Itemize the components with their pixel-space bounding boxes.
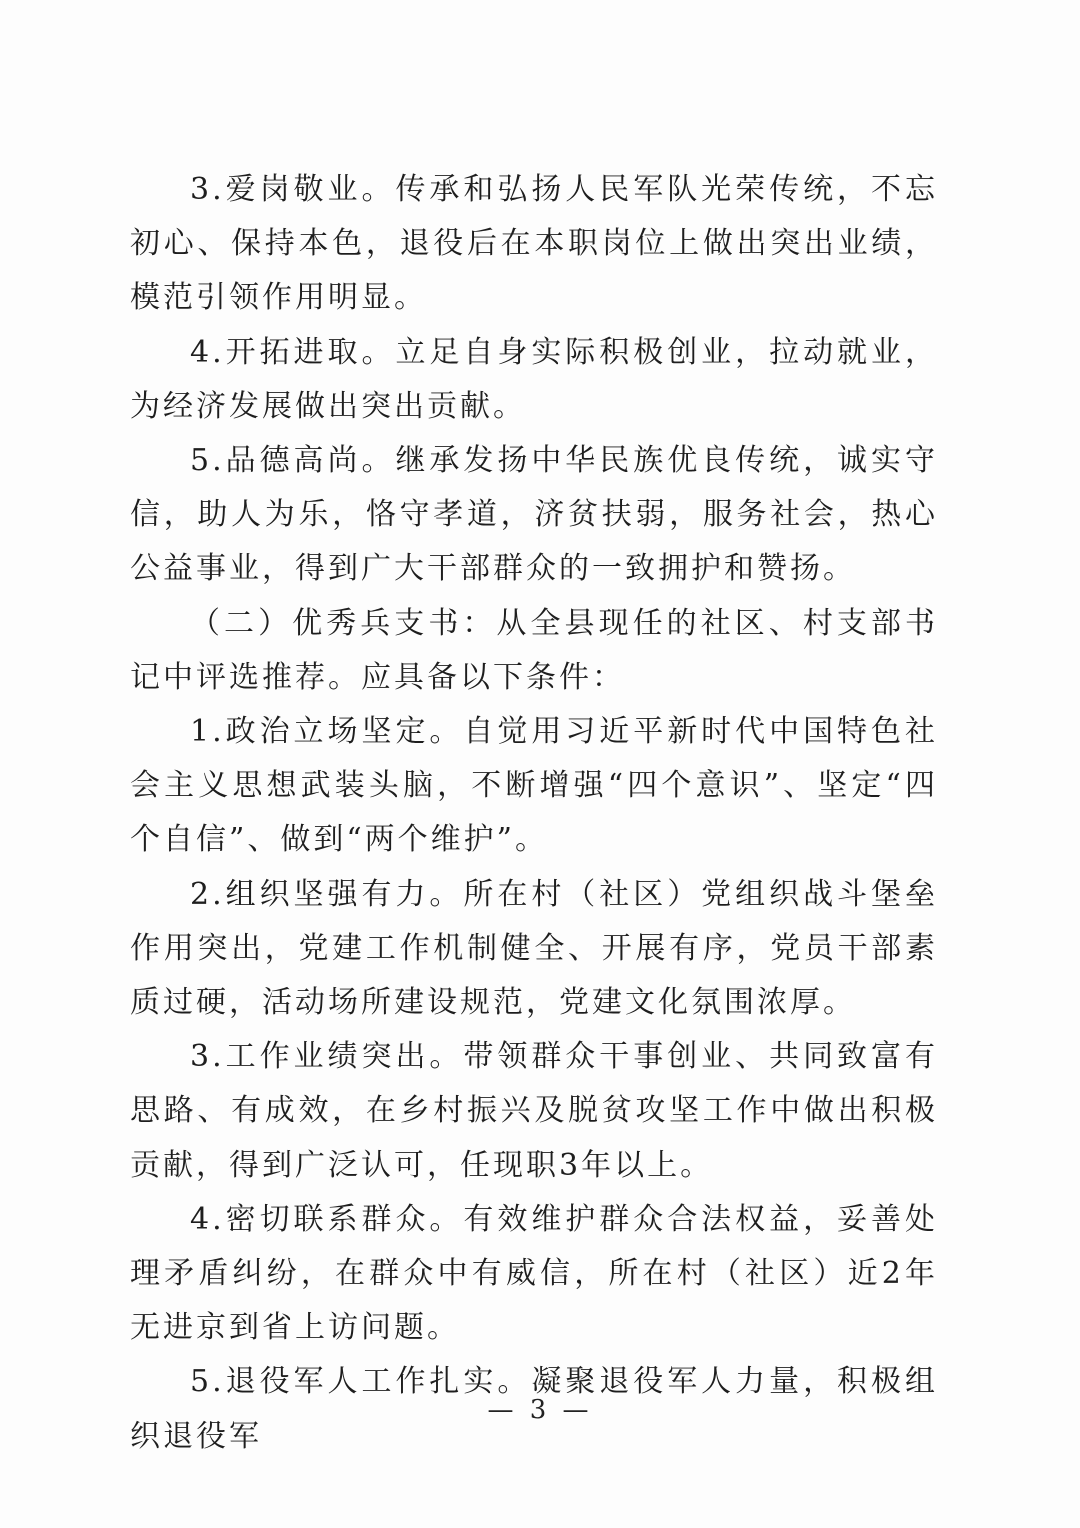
paragraph-gongzuo-yeji: 3.工作业绩突出。带领群众干事创业、共同致富有思路、有成效，在乡村振兴及脱贫攻坚工作中做出积极贡献，得到广泛认可，任现职3年以上。 [130, 1039, 938, 1183]
paragraph-aigang-jingye: 3.爱岗敬业。传承和弘扬人民军队光荣传统，不忘初心、保持本色，退役后在本职岗位上做出突出业绩，模范引领作用明显。 [130, 172, 938, 316]
paragraph-pinde-gaoshang: 5.品德高尚。继承发扬中华民族优良传统，诚实守信，助人为乐，恪守孝道，济贫扶弱，服务社会，热心公益事业，得到广大干部群众的一致拥护和赞扬。 [130, 443, 938, 587]
paragraph-zhengzhi-lichang: 1.政治立场坚定。自觉用习近平新时代中国特色社会主义思想武装头脑，不断增强“四个意识”、坚定“四个自信”、做到“两个维护”。 [130, 714, 938, 858]
page-number: — 3 — [487, 1395, 593, 1425]
document-body [130, 163, 938, 1464]
paragraph-tuiyi-junren: 5.退役军人工作扎实。凝聚退役军人力量，积极组织退役军 [130, 1364, 938, 1454]
paragraph-section-two-heading: （二）优秀兵支书：从全县现任的社区、村支部书记中评选推荐。应具备以下条件： [130, 605, 938, 695]
paragraph-miqie-lianxi: 4.密切联系群众。有效维护群众合法权益，妥善处理矛盾纠纷，在群众中有威信，所在村（社区）近2年无进京到省上访问题。 [130, 1201, 938, 1346]
paragraph-kaituo-jinqu: 4.开拓进取。立足自身实际积极创业，拉动就业，为经济发展做出突出贡献。 [130, 334, 938, 424]
paragraph-zuzhi-jianqiang: 2.组织坚强有力。所在村（社区）党组织战斗堡垒作用突出，党建工作机制健全、开展有序，党员干部素质过硬，活动场所建设规范，党建文化氛围浓厚。 [130, 876, 938, 1021]
